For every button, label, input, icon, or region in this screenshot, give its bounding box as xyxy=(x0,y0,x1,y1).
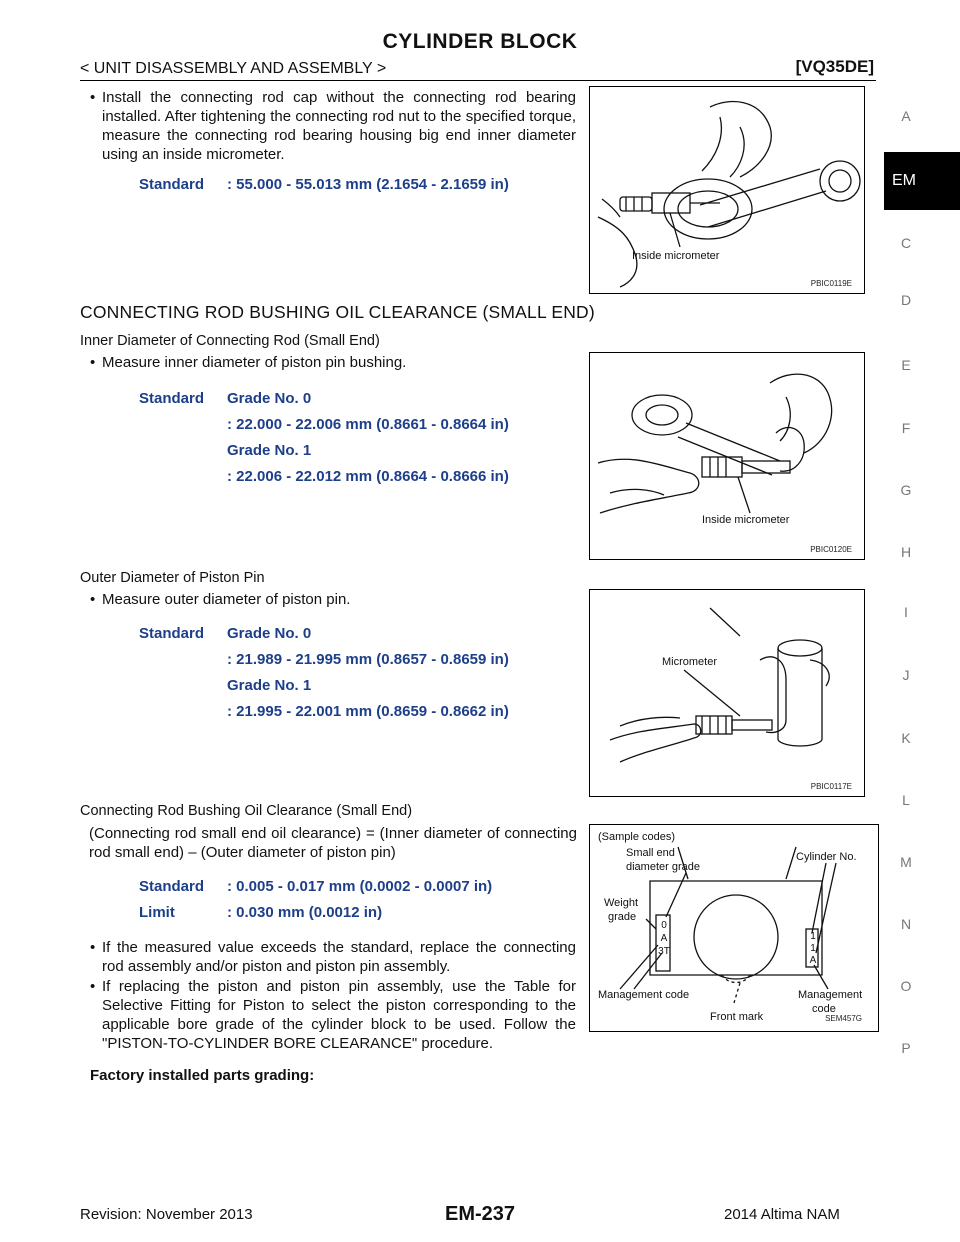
figure-sample-codes xyxy=(589,824,879,1032)
small-end-illustration xyxy=(590,353,864,559)
index-letter-m[interactable]: M xyxy=(900,854,912,870)
section-breadcrumb: < UNIT DISASSEMBLY AND ASSEMBLY > xyxy=(80,60,387,77)
index-letter-i[interactable]: I xyxy=(904,604,908,620)
figure-callout: Inside micrometer xyxy=(632,250,720,262)
grade-0-label: Grade No. 0 xyxy=(227,390,312,407)
bullet-dot: • xyxy=(90,978,96,995)
index-letter-p[interactable]: P xyxy=(901,1040,911,1056)
inner-diameter-subtitle: Inner Diameter of Connecting Rod (Small End) xyxy=(80,333,380,349)
header-rule xyxy=(80,80,876,81)
inner-diameter-standard xyxy=(139,386,579,490)
inner-diameter-instruction-text: Measure inner diameter of piston pin bushing. xyxy=(102,354,407,371)
figure-callout: Inside micrometer xyxy=(702,514,790,526)
clearance-spec xyxy=(139,874,579,926)
bullet-dot: • xyxy=(90,939,96,956)
index-letter-e[interactable]: E xyxy=(901,357,911,373)
weight-label-line1: Weight xyxy=(604,897,639,909)
bullet-dot: • xyxy=(90,354,96,371)
footer-revision: Revision: November 2013 xyxy=(80,1206,253,1223)
grade-1-value: : 21.995 - 22.001 mm (0.8659 - 0.8662 in) xyxy=(227,703,509,720)
index-letter-l[interactable]: L xyxy=(902,792,910,808)
standard-value: : 0.005 - 0.017 mm (0.0002 - 0.0007 in) xyxy=(227,878,493,895)
bullet-dot: • xyxy=(90,89,96,106)
outer-diameter-instruction xyxy=(90,590,576,609)
outer-diameter-instruction-text: Measure outer diameter of piston pin. xyxy=(102,591,351,608)
index-tab-em[interactable]: EM xyxy=(884,152,960,210)
index-letter-j[interactable]: J xyxy=(902,667,910,683)
figure-code: PBIC0120E xyxy=(810,545,852,554)
spec-label: Standard xyxy=(139,176,205,193)
big-end-instruction xyxy=(90,88,576,164)
index-letter-c[interactable]: C xyxy=(900,235,912,251)
big-end-instruction-text: Install the connecting rod cap without the connecting rod bearing installed. After tightening the connecting rod nut to the specified torque, measure the connecting rod bearing housing big end inner diameter using an inside micrometer. xyxy=(102,89,576,163)
factory-grading-heading: Factory installed parts grading: xyxy=(90,1067,315,1084)
index-letter-o[interactable]: O xyxy=(900,978,912,994)
page-title: CYLINDER BLOCK xyxy=(382,30,578,53)
figure-big-end-measurement xyxy=(589,86,865,294)
outer-diameter-subtitle: Outer Diameter of Piston Pin xyxy=(80,570,265,586)
clearance-replace-text: If the measured value exceeds the standard, replace the connecting rod assembly and/or piston and piston pin assembly. xyxy=(102,939,576,975)
big-end-illustration xyxy=(590,87,864,293)
clearance-selective-fitting-note xyxy=(90,977,576,1053)
limit-value: : 0.030 mm (0.0012 in) xyxy=(227,904,383,921)
spec-label: Standard xyxy=(139,625,205,642)
clearance-formula: (Connecting rod small end oil clearance) = (Inner diameter of connecting rod small end) – (Outer diameter of piston pin) xyxy=(89,825,577,861)
grade-0-label: Grade No. 0 xyxy=(227,625,312,642)
figure-piston-pin-measurement xyxy=(589,589,865,797)
engine-variant: [VQ35DE] xyxy=(795,57,874,76)
index-letter-a[interactable]: A xyxy=(901,108,911,124)
left-stamp: 0A3T xyxy=(658,920,670,957)
figure-small-end-measurement xyxy=(589,352,865,560)
management-code-right-line2: code xyxy=(812,1003,836,1015)
index-letter-h[interactable]: H xyxy=(900,544,912,560)
small-end-label-line2: diameter grade xyxy=(626,861,700,873)
clearance-replace-note xyxy=(90,938,576,976)
grade-1-label: Grade No. 1 xyxy=(227,677,312,694)
footer-model: 2014 Altima NAM xyxy=(724,1206,840,1223)
figure-code: PBIC0119E xyxy=(810,279,852,288)
clearance-subtitle: Connecting Rod Bushing Oil Clearance (Small End) xyxy=(80,803,413,819)
piston-pin-illustration xyxy=(590,590,864,796)
front-mark-label: Front mark xyxy=(710,1011,764,1023)
right-stamp: 11A xyxy=(809,931,817,966)
management-code-left: Management code xyxy=(598,989,690,1001)
grade-1-value: : 22.006 - 22.012 mm (0.8664 - 0.8666 in) xyxy=(227,468,509,485)
index-letter-n[interactable]: N xyxy=(900,916,912,932)
figure-code: SEM457G xyxy=(825,1014,862,1023)
clearance-selective-fitting-text: If replacing the piston and piston pin assembly, use the Table for Selective Fitting for Piston to select the piston corresponding to the applicable bore grade of the cylinder block to be used. Follow the "PISTON-TO-CYLINDER BORE CLEARANCE" procedure. xyxy=(102,978,576,1052)
outer-diameter-standard xyxy=(139,621,579,725)
section-index-sidebar xyxy=(884,82,960,1082)
inner-diameter-instruction xyxy=(90,353,576,372)
cylinder-no-label: Cylinder No. xyxy=(796,851,857,863)
index-letter-k[interactable]: K xyxy=(901,730,911,746)
bullet-dot: • xyxy=(90,591,96,608)
standard-label: Standard xyxy=(139,878,205,895)
index-letter-g[interactable]: G xyxy=(900,482,912,498)
figure-callout: Micrometer xyxy=(662,656,718,668)
limit-label: Limit xyxy=(139,904,175,921)
spec-label: Standard xyxy=(139,390,205,407)
grade-1-label: Grade No. 1 xyxy=(227,442,312,459)
grade-0-value: : 21.989 - 21.995 mm (0.8657 - 0.8659 in) xyxy=(227,651,509,668)
weight-label-line2: grade xyxy=(608,911,637,923)
index-letter-d[interactable]: D xyxy=(900,292,912,308)
management-code-right-line1: Management xyxy=(798,989,863,1001)
small-end-label-line1: Small end xyxy=(626,847,675,859)
page-number: EM-237 xyxy=(444,1203,516,1225)
sample-codes-label: (Sample codes) xyxy=(598,831,676,843)
grade-0-value: : 22.000 - 22.006 mm (0.8661 - 0.8664 in) xyxy=(227,416,509,433)
spec-value: : 55.000 - 55.013 mm (2.1654 - 2.1659 in) xyxy=(227,176,509,193)
section-heading: CONNECTING ROD BUSHING OIL CLEARANCE (SMALL END) xyxy=(80,302,595,322)
figure-code: PBIC0117E xyxy=(810,782,852,791)
index-letter-f[interactable]: F xyxy=(901,420,911,436)
